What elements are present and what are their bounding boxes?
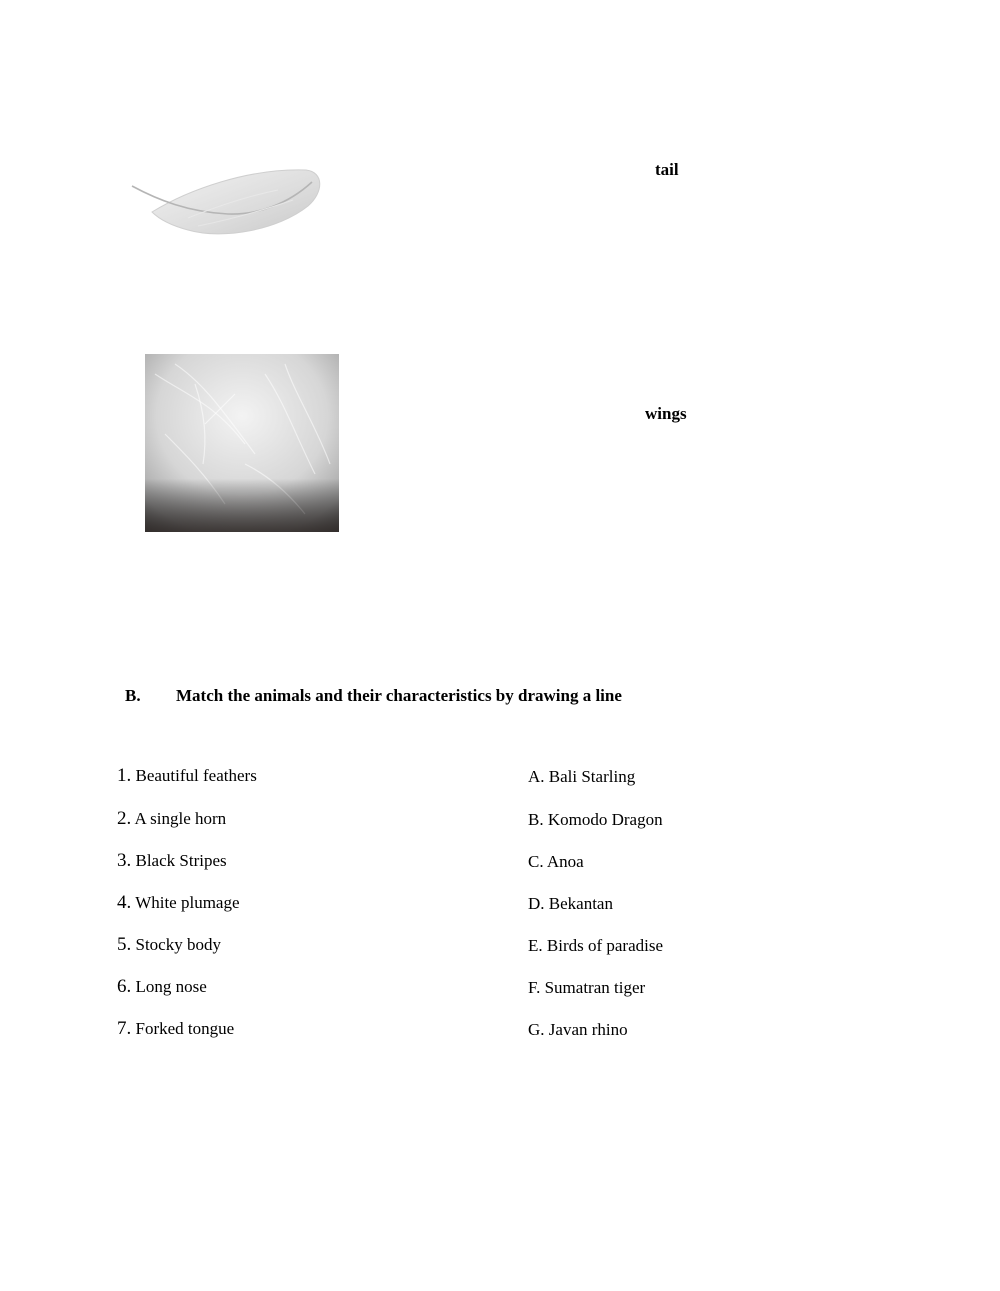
label-tail: tail bbox=[655, 160, 679, 179]
item-number: 3. bbox=[117, 850, 132, 871]
animal-item-g: G. Javan rhino bbox=[528, 1020, 628, 1039]
item-text: Forked tongue bbox=[131, 1019, 235, 1038]
label-wings: wings bbox=[645, 404, 687, 423]
animal-item-c: C. Anoa bbox=[528, 852, 584, 871]
animal-item-b: B. Komodo Dragon bbox=[528, 810, 663, 829]
animal-item-e: E. Birds of paradise bbox=[528, 936, 664, 955]
characteristic-item-4 bbox=[117, 892, 240, 914]
characteristic-item-3 bbox=[117, 850, 227, 872]
characteristic-item-5 bbox=[117, 934, 221, 956]
item-text: Black Stripes bbox=[131, 851, 227, 870]
item-text: Long nose bbox=[131, 977, 207, 996]
item-number: 2. bbox=[117, 808, 132, 829]
characteristic-item-7 bbox=[117, 1018, 234, 1040]
feather-image bbox=[128, 160, 328, 250]
item-text: Stocky body bbox=[131, 935, 221, 954]
animal-item-d: D. Bekantan bbox=[528, 894, 613, 913]
item-text: Beautiful feathers bbox=[131, 766, 257, 785]
characteristic-item-6 bbox=[117, 976, 207, 998]
item-text: A single horn bbox=[131, 809, 227, 828]
item-number: 1. bbox=[117, 765, 132, 786]
item-number: 4. bbox=[117, 892, 132, 913]
item-text: White plumage bbox=[131, 893, 240, 912]
item-number: 5. bbox=[117, 934, 132, 955]
fur-image bbox=[145, 354, 339, 532]
section-letter: B. bbox=[125, 686, 141, 705]
item-number: 6. bbox=[117, 976, 132, 997]
characteristic-item-1 bbox=[117, 765, 257, 787]
animal-item-a: A. Bali Starling bbox=[528, 767, 636, 786]
section-title: Match the animals and their characteristics by drawing a line bbox=[176, 686, 622, 705]
characteristic-item-2 bbox=[117, 808, 226, 830]
animal-item-f: F. Sumatran tiger bbox=[528, 978, 646, 997]
item-number: 7. bbox=[117, 1018, 132, 1039]
